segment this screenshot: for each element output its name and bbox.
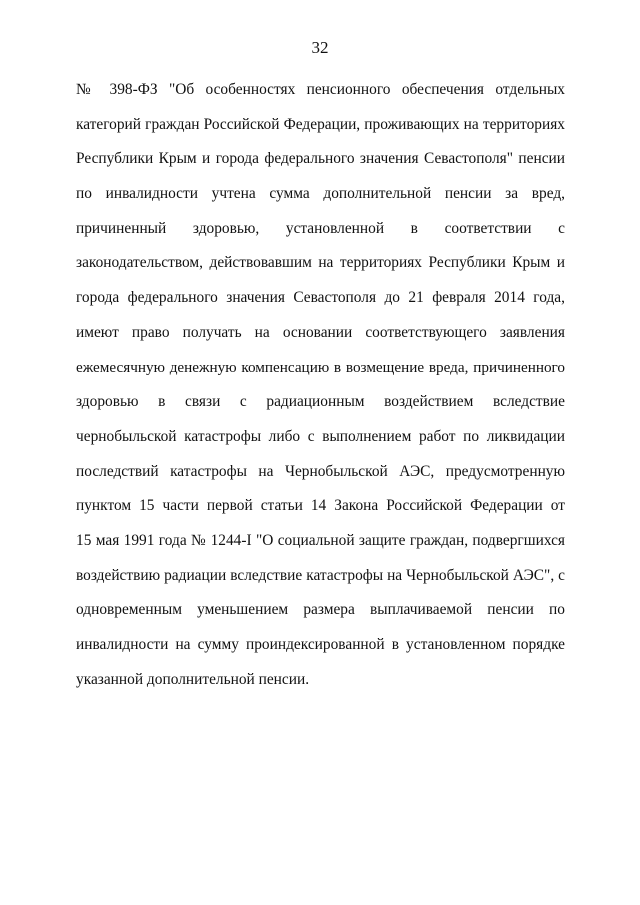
text-line: воздействию радиации вследствие катастрофы на Чернобыльской АЭС", с (76, 566, 565, 584)
text-line: здоровью в связи с радиационным воздействием вследствие (76, 393, 565, 411)
text-line: одновременным уменьшением размера выплачиваемой пенсии по (76, 601, 565, 619)
text-line: по инвалидности учтена сумма дополнительной пенсии за вред, (76, 185, 565, 203)
document-body (76, 73, 565, 697)
page-number: 32 (311, 38, 329, 57)
text-line: имеют право получать на основании соответствующего заявления (76, 323, 565, 341)
text-line: причиненный здоровью, установленной в соответствии с (76, 219, 565, 237)
text-line: инвалидности на сумму проиндексированной в установленном порядке (76, 636, 565, 653)
text-line: последствий катастрофы на Чернобыльской АЭС, предусмотренную (76, 462, 565, 480)
text-line: законодательством, действовавшим на территориях Республики Крым и (76, 254, 565, 272)
text-line: города федерального значения Севастополя до 21 февраля 2014 года, (76, 289, 565, 307)
text-line-last: указанной дополнительной пенсии. (76, 670, 310, 688)
text-line: ежемесячную денежную компенсацию в возмещение вреда, причиненного (76, 358, 565, 376)
text-line: 15 мая 1991 года № 1244-I "О социальной защите граждан, подвергшихся (76, 531, 565, 549)
text-line: пунктом 15 части первой статьи 14 Закона Российской Федерации от (76, 497, 565, 515)
text-line: Республики Крым и города федерального значения Севастополя" пенсии (76, 150, 565, 168)
text-line: чернобыльской катастрофы либо с выполнением работ по ликвидации (76, 427, 565, 445)
text-line: № 398-ФЗ "Об особенностях пенсионного обеспечения отдельных (76, 81, 565, 98)
text-line: категорий граждан Российской Федерации, проживающих на территориях (76, 115, 565, 133)
